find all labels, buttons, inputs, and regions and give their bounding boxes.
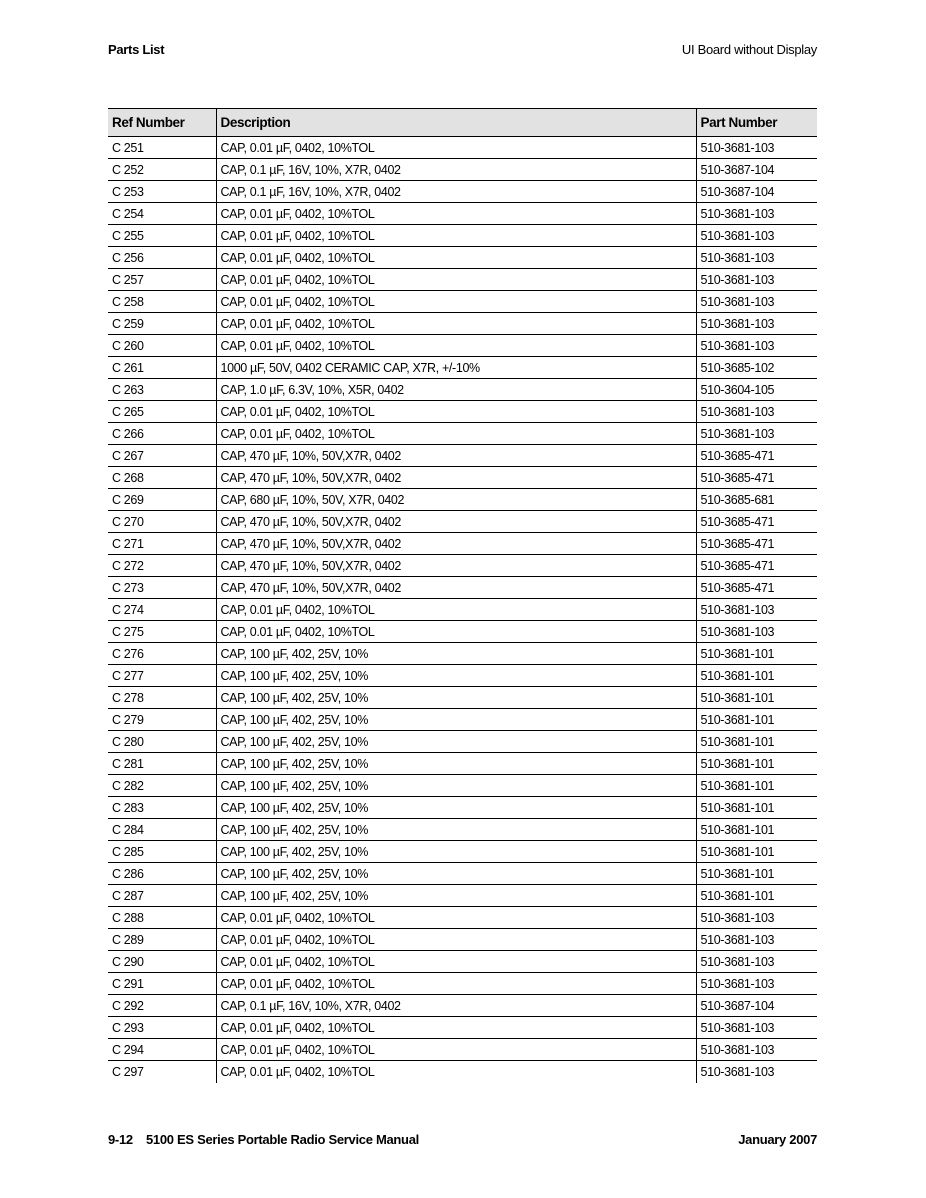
- ref-number-cell: C 293: [108, 1017, 216, 1039]
- description-cell: CAP, 0.01 µF, 0402, 10%TOL: [216, 291, 696, 313]
- description-cell: CAP, 100 µF, 402, 25V, 10%: [216, 687, 696, 709]
- description-cell: CAP, 470 µF, 10%, 50V,X7R, 0402: [216, 555, 696, 577]
- ref-number-cell: C 260: [108, 335, 216, 357]
- description-cell: CAP, 0.01 µF, 0402, 10%TOL: [216, 137, 696, 159]
- description-cell: CAP, 0.01 µF, 0402, 10%TOL: [216, 423, 696, 445]
- part-number-cell: 510-3681-101: [696, 643, 817, 665]
- description-cell: CAP, 0.01 µF, 0402, 10%TOL: [216, 401, 696, 423]
- ref-number-cell: C 267: [108, 445, 216, 467]
- part-number-cell: 510-3681-103: [696, 269, 817, 291]
- part-number-cell: 510-3681-103: [696, 291, 817, 313]
- description-cell: CAP, 680 µF, 10%, 50V, X7R, 0402: [216, 489, 696, 511]
- ref-number-cell: C 280: [108, 731, 216, 753]
- ref-number-cell: C 289: [108, 929, 216, 951]
- table-row: [108, 863, 817, 885]
- table-row: [108, 907, 817, 929]
- part-number-cell: 510-3681-103: [696, 1039, 817, 1061]
- table-row: [108, 973, 817, 995]
- table-row: [108, 159, 817, 181]
- description-cell: CAP, 100 µF, 402, 25V, 10%: [216, 819, 696, 841]
- table-row: [108, 775, 817, 797]
- ref-number-cell: C 286: [108, 863, 216, 885]
- part-number-cell: 510-3604-105: [696, 379, 817, 401]
- ref-number-cell: C 255: [108, 225, 216, 247]
- ref-number-cell: C 251: [108, 137, 216, 159]
- part-number-cell: 510-3685-471: [696, 555, 817, 577]
- part-number-cell: 510-3681-101: [696, 819, 817, 841]
- description-cell: CAP, 0.01 µF, 0402, 10%TOL: [216, 907, 696, 929]
- table-row: [108, 1017, 817, 1039]
- table-row: [108, 445, 817, 467]
- description-cell: CAP, 100 µF, 402, 25V, 10%: [216, 709, 696, 731]
- ref-number-cell: C 285: [108, 841, 216, 863]
- part-number-cell: 510-3681-103: [696, 1017, 817, 1039]
- table-row: [108, 841, 817, 863]
- part-number-cell: 510-3681-101: [696, 841, 817, 863]
- table-row: [108, 599, 817, 621]
- table-row: [108, 357, 817, 379]
- table-row: [108, 709, 817, 731]
- ref-number-cell: C 266: [108, 423, 216, 445]
- description-cell: CAP, 100 µF, 402, 25V, 10%: [216, 643, 696, 665]
- description-cell: CAP, 100 µF, 402, 25V, 10%: [216, 841, 696, 863]
- table-row: [108, 291, 817, 313]
- description-cell: CAP, 470 µF, 10%, 50V,X7R, 0402: [216, 445, 696, 467]
- ref-number-cell: C 269: [108, 489, 216, 511]
- description-cell: CAP, 0.01 µF, 0402, 10%TOL: [216, 269, 696, 291]
- table-row: [108, 621, 817, 643]
- description-cell: CAP, 0.01 µF, 0402, 10%TOL: [216, 621, 696, 643]
- table-header-row: [108, 109, 817, 137]
- ref-number-cell: C 254: [108, 203, 216, 225]
- part-number-cell: 510-3681-103: [696, 247, 817, 269]
- part-number-cell: 510-3687-104: [696, 159, 817, 181]
- description-cell: CAP, 1.0 µF, 6.3V, 10%, X5R, 0402: [216, 379, 696, 401]
- ref-number-cell: C 253: [108, 181, 216, 203]
- table-row: [108, 577, 817, 599]
- table-row: [108, 951, 817, 973]
- description-cell: CAP, 0.01 µF, 0402, 10%TOL: [216, 203, 696, 225]
- part-number-cell: 510-3685-471: [696, 511, 817, 533]
- part-number-cell: 510-3681-101: [696, 731, 817, 753]
- table-row: [108, 225, 817, 247]
- table-row: [108, 555, 817, 577]
- table-row: [108, 489, 817, 511]
- part-number-cell: 510-3681-103: [696, 313, 817, 335]
- table-row: [108, 467, 817, 489]
- part-number-cell: 510-3685-102: [696, 357, 817, 379]
- part-number-cell: 510-3681-103: [696, 973, 817, 995]
- description-cell: CAP, 470 µF, 10%, 50V,X7R, 0402: [216, 467, 696, 489]
- table-row: [108, 995, 817, 1017]
- description-cell: CAP, 0.01 µF, 0402, 10%TOL: [216, 1039, 696, 1061]
- table-row: [108, 753, 817, 775]
- part-number-cell: 510-3681-101: [696, 687, 817, 709]
- page-footer: [108, 1132, 817, 1150]
- description-cell: CAP, 0.01 µF, 0402, 10%TOL: [216, 313, 696, 335]
- part-number-cell: 510-3685-471: [696, 577, 817, 599]
- description-cell: CAP, 100 µF, 402, 25V, 10%: [216, 665, 696, 687]
- description-cell: CAP, 0.01 µF, 0402, 10%TOL: [216, 973, 696, 995]
- description-cell: CAP, 100 µF, 402, 25V, 10%: [216, 775, 696, 797]
- part-number-cell: 510-3681-101: [696, 797, 817, 819]
- description-cell: CAP, 470 µF, 10%, 50V,X7R, 0402: [216, 577, 696, 599]
- description-cell: CAP, 470 µF, 10%, 50V,X7R, 0402: [216, 533, 696, 555]
- ref-number-cell: C 277: [108, 665, 216, 687]
- part-number-cell: 510-3687-104: [696, 181, 817, 203]
- part-number-cell: 510-3681-103: [696, 599, 817, 621]
- description-cell: CAP, 0.01 µF, 0402, 10%TOL: [216, 929, 696, 951]
- table-row: [108, 511, 817, 533]
- ref-number-cell: C 279: [108, 709, 216, 731]
- part-number-cell: 510-3687-104: [696, 995, 817, 1017]
- part-number-cell: 510-3681-101: [696, 753, 817, 775]
- part-number-cell: 510-3681-101: [696, 885, 817, 907]
- part-number-cell: 510-3681-103: [700, 1065, 775, 1079]
- description-cell: CAP, 0.1 µF, 16V, 10%, X7R, 0402: [216, 995, 696, 1017]
- part-number-cell: 510-3685-471: [696, 467, 817, 489]
- table-row: [108, 423, 817, 445]
- part-number-cell: 510-3681-103: [696, 621, 817, 643]
- ref-number-cell: C 281: [108, 753, 216, 775]
- table-row: [108, 885, 817, 907]
- board-title: UI Board without Display: [681, 42, 817, 57]
- table-row: [108, 665, 817, 687]
- column-header-description: Description: [216, 109, 696, 137]
- table-row: [108, 247, 817, 269]
- description-cell: CAP, 100 µF, 402, 25V, 10%: [216, 885, 696, 907]
- description-cell: CAP, 0.01 µF, 0402, 10%TOL: [216, 599, 696, 621]
- description-cell: 1000 µF, 50V, 0402 CERAMIC CAP, X7R, +/-10%: [216, 357, 696, 379]
- ref-number-cell: C 261: [108, 357, 216, 379]
- table-row: [108, 313, 817, 335]
- parts-table: [108, 108, 817, 1083]
- part-number-cell: 510-3681-101: [696, 863, 817, 885]
- description-cell: CAP, 0.01 µF, 0402, 10%TOL: [216, 335, 696, 357]
- section-title: Parts List: [108, 42, 165, 57]
- table-row: [108, 137, 817, 159]
- ref-number-cell: C 297: [108, 1061, 216, 1084]
- table-row: [108, 401, 817, 423]
- ref-number-cell: C 288: [108, 907, 216, 929]
- description-cell: CAP, 0.01 µF, 0402, 10%TOL: [216, 247, 696, 269]
- description-cell: CAP, 100 µF, 402, 25V, 10%: [216, 731, 696, 753]
- ref-number-cell: C 282: [108, 775, 216, 797]
- description-cell: CAP, 100 µF, 402, 25V, 10%: [216, 797, 696, 819]
- description-cell: CAP, 0.01 µF, 0402, 10%TOL: [216, 1017, 696, 1039]
- table-row: [108, 203, 817, 225]
- part-number-cell: 510-3681-103: [696, 335, 817, 357]
- description-cell: CAP, 470 µF, 10%, 50V,X7R, 0402: [216, 511, 696, 533]
- part-number-cell: 510-3681-103: [696, 203, 817, 225]
- ref-number-cell: C 256: [108, 247, 216, 269]
- part-number-cell: 510-3681-103: [696, 225, 817, 247]
- ref-number-cell: C 290: [108, 951, 216, 973]
- ref-number-cell: C 263: [108, 379, 216, 401]
- ref-number-cell: C 291: [108, 973, 216, 995]
- table-row: [108, 379, 817, 401]
- description-cell: CAP, 100 µF, 402, 25V, 10%: [216, 753, 696, 775]
- part-number-cell: 510-3685-471: [696, 445, 817, 467]
- ref-number-cell: C 278: [108, 687, 216, 709]
- ref-number-cell: C 276: [108, 643, 216, 665]
- ref-number-cell: C 271: [108, 533, 216, 555]
- table-header: [108, 109, 817, 137]
- ref-number-cell: C 265: [108, 401, 216, 423]
- table-row: [108, 687, 817, 709]
- description-cell: CAP, 100 µF, 402, 25V, 10%: [216, 863, 696, 885]
- description-cell: CAP, 0.01 µF, 0402, 10%TOL: [216, 225, 696, 247]
- part-number-cell: 510-3681-101: [696, 709, 817, 731]
- ref-number-cell: C 268: [108, 467, 216, 489]
- publication-date: January 2007: [738, 1132, 817, 1147]
- column-header-ref-number: Ref Number: [108, 109, 216, 137]
- description-cell: CAP, 0.01 µF, 0402, 10%TOL: [216, 951, 696, 973]
- ref-number-cell: C 252: [108, 159, 216, 181]
- manual-title: 5100 ES Series Portable Radio Service Manual: [146, 1132, 419, 1147]
- table-row: [108, 643, 817, 665]
- table-row: [108, 269, 817, 291]
- ref-number-cell: C 294: [108, 1039, 216, 1061]
- ref-number-cell: C 287: [108, 885, 216, 907]
- description-cell: CAP, 0.01 µF, 0402, 10%TOL: [216, 1061, 696, 1084]
- table-row: [108, 533, 817, 555]
- table-row: [108, 797, 817, 819]
- table-row: [108, 1061, 817, 1084]
- column-header-part-number: Part Number: [696, 109, 817, 137]
- part-number-cell: 510-3681-103: [696, 907, 817, 929]
- ref-number-cell: C 274: [108, 599, 216, 621]
- table-row: [108, 1039, 817, 1061]
- table-row: [108, 929, 817, 951]
- ref-number-cell: C 270: [108, 511, 216, 533]
- ref-number-cell: C 273: [108, 577, 216, 599]
- part-number-cell: 510-3681-103: [696, 929, 817, 951]
- part-number-cell: 510-3681-101: [696, 665, 817, 687]
- ref-number-cell: C 258: [108, 291, 216, 313]
- description-cell: CAP, 0.1 µF, 16V, 10%, X7R, 0402: [216, 159, 696, 181]
- ref-number-cell: C 292: [108, 995, 216, 1017]
- page-header: [108, 42, 817, 60]
- table-body: [108, 137, 817, 1084]
- ref-number-cell: C 284: [108, 819, 216, 841]
- part-number-cell: 510-3681-103: [696, 401, 817, 423]
- table-row: [108, 731, 817, 753]
- ref-number-cell: C 275: [108, 621, 216, 643]
- ref-number-cell: C 257: [108, 269, 216, 291]
- part-number-cell: 510-3681-103: [696, 423, 817, 445]
- part-number-cell: 510-3681-103: [696, 137, 817, 159]
- ref-number-cell: C 272: [108, 555, 216, 577]
- part-number-cell: 510-3685-681: [696, 489, 817, 511]
- part-number-cell: 510-3685-471: [696, 533, 817, 555]
- ref-number-cell: C 259: [108, 313, 216, 335]
- ref-number-cell: C 283: [108, 797, 216, 819]
- description-cell: CAP, 0.1 µF, 16V, 10%, X7R, 0402: [216, 181, 696, 203]
- page-number: 9-12: [108, 1132, 133, 1147]
- table-row: [108, 335, 817, 357]
- part-number-cell: 510-3681-103: [696, 951, 817, 973]
- part-number-cell: 510-3681-101: [696, 775, 817, 797]
- table-row: [108, 819, 817, 841]
- table-row: [108, 181, 817, 203]
